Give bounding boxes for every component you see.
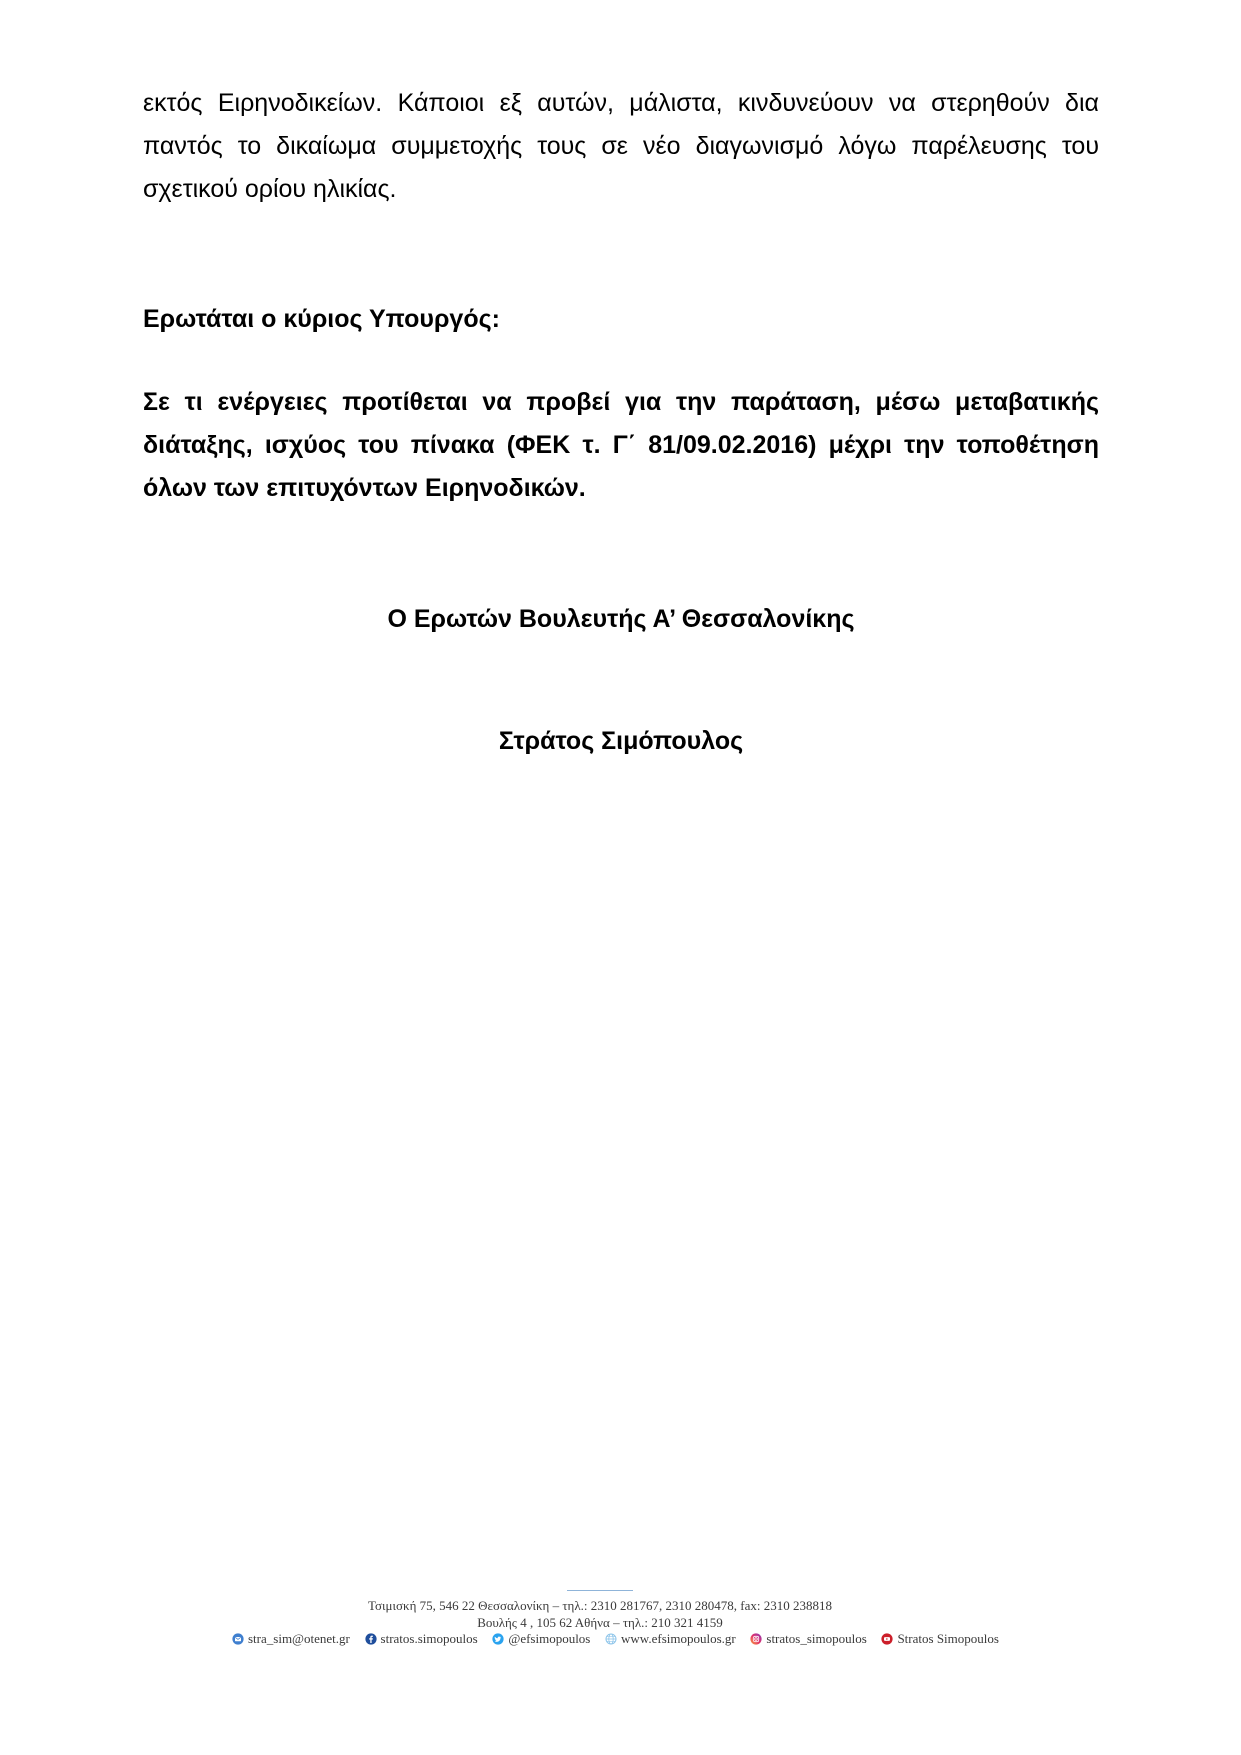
contact-twitter-text: @efsimopoulos bbox=[508, 1631, 591, 1646]
contact-email-text: stra_sim@otenet.gr bbox=[248, 1631, 350, 1646]
question-paragraph bbox=[143, 381, 1099, 510]
instagram-icon bbox=[750, 1633, 762, 1645]
youtube-icon bbox=[881, 1633, 893, 1645]
contact-youtube-text: Stratos Simopoulos bbox=[897, 1631, 999, 1646]
globe-icon bbox=[605, 1633, 617, 1645]
footer-address-athens: Βουλής 4 , 105 62 Αθήνα – τηλ.: 210 321 4159 bbox=[477, 1615, 723, 1630]
contact-twitter bbox=[492, 1631, 590, 1647]
question-heading: Ερωτάται ο κύριος Υπουργός: bbox=[143, 305, 500, 333]
contact-website bbox=[605, 1631, 736, 1647]
contact-website-text: www.efsimopoulos.gr bbox=[621, 1631, 736, 1646]
paragraph-line: παντός το δικαίωμα συμμετοχής τους σε νέο διαγωνισμό λόγω παρέλευσης του bbox=[143, 132, 1099, 160]
contact-youtube bbox=[881, 1631, 999, 1647]
contact-instagram bbox=[750, 1631, 866, 1647]
email-icon bbox=[232, 1633, 244, 1645]
intro-paragraph bbox=[143, 82, 1099, 211]
contact-instagram-text: stratos_simopoulos bbox=[766, 1631, 867, 1646]
twitter-icon bbox=[492, 1633, 504, 1645]
paragraph-line: σχετικού ορίου ηλικίας. bbox=[143, 175, 397, 203]
question-line: Σε τι ενέργειες προτίθεται να προβεί για την παράταση, μέσω μεταβατικής bbox=[143, 388, 1099, 416]
signature-name: Στράτος Σιμόπουλος bbox=[498, 727, 744, 755]
footer-address-thessaloniki: Τσιμισκή 75, 546 22 Θεσσαλονίκη – τηλ.: 2310 281767, 2310 280478, fax: 2310 238818 bbox=[368, 1598, 832, 1613]
signature-title: Ο Ερωτών Βουλευτής Α’ Θεσσαλονίκης bbox=[387, 605, 855, 633]
footer-divider bbox=[567, 1590, 633, 1591]
contact-facebook bbox=[365, 1631, 478, 1647]
question-line: όλων των επιτυχόντων Ειρηνοδικών. bbox=[143, 474, 586, 502]
facebook-icon bbox=[365, 1633, 377, 1645]
contact-facebook-text: stratos.simopoulos bbox=[380, 1631, 478, 1646]
question-line: διάταξης, ισχύος του πίνακα (ΦΕΚ τ. Γ΄ 81/09.02.2016) μέχρι την τοποθέτηση bbox=[143, 431, 1099, 459]
paragraph-line: εκτός Ειρηνοδικείων. Κάποιοι εξ αυτών, μάλιστα, κινδυνεύουν να στερηθούν δια bbox=[143, 89, 1099, 117]
footer-contacts bbox=[232, 1631, 999, 1647]
contact-email bbox=[232, 1631, 350, 1647]
